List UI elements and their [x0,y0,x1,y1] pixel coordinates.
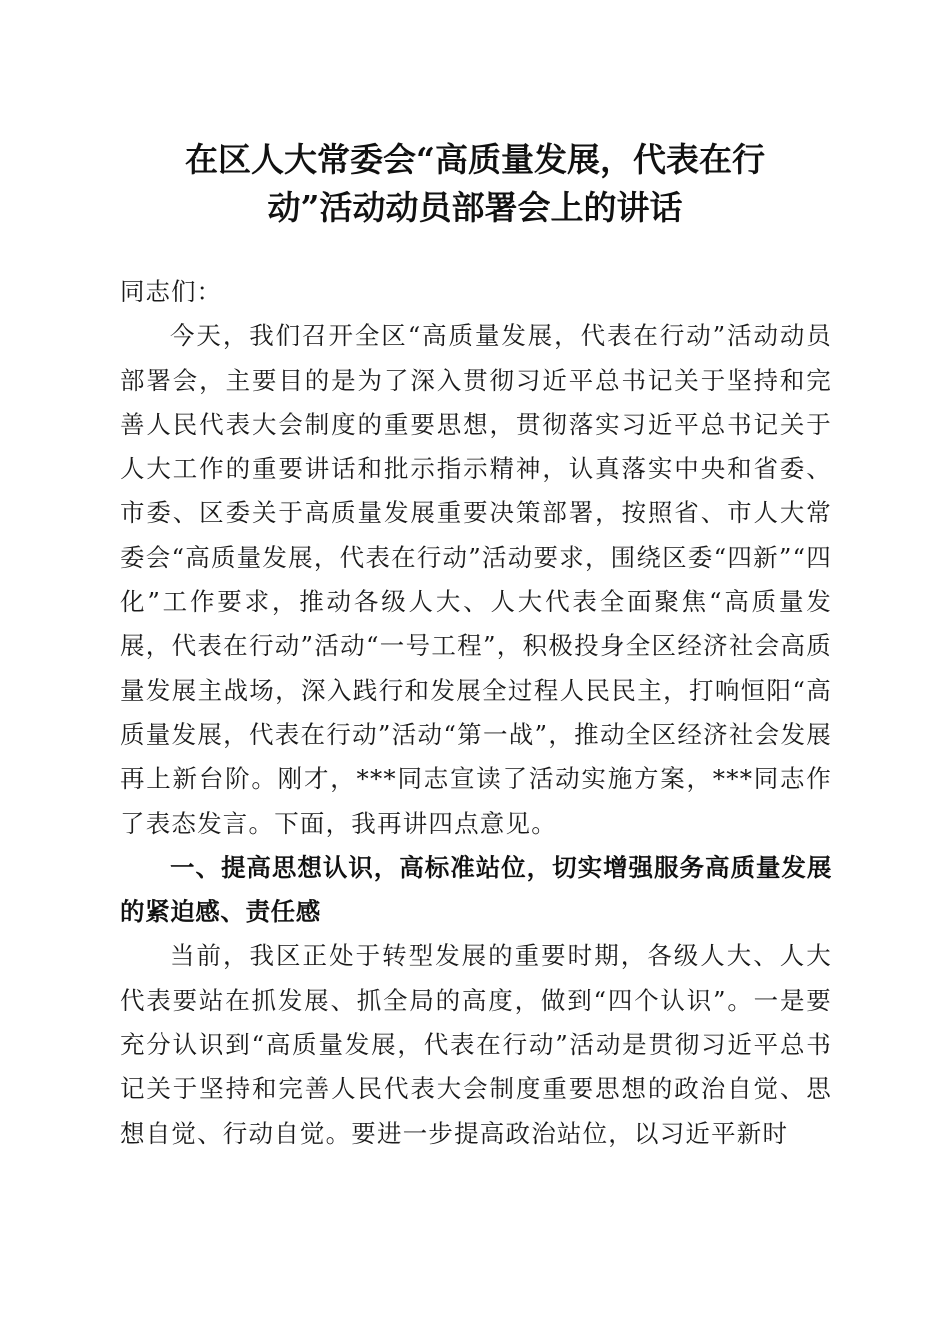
title-line-2: 动”活动动员部署会上的讲话 [267,188,683,227]
title-line-1: 在区人大常委会“高质量发展，代表在行 [185,140,765,179]
paragraph-1: 今天，我们召开全区“高质量发展，代表在行动”活动动员部署会，主要目的是为了深入贯彻习近平总书记关于坚持和完善人民代表大会制度的重要思想，贯彻落实习近平总书记关于人大工作的重要讲话和批示指示精神，认真落实中央和省委、市委、区委关于高质量发展重要决策部署，按照省、市人大常委会“高质量发展，代表在行动”活动要求，围绕区委“四新”“四化”工作要求，推动各级人大、人大代表全面聚焦“高质量发展，代表在行动”活动“一号工程”，积极投身全区经济社会高质量发展主战场，深入践行和发展全过程人民民主，打响恒阳“高质量发展，代表在行动”活动“第一战”，推动全区经济社会发展再上新台阶。刚才，***同志宣读了活动实施方案，***同志作了表态发言。下面，我再讲四点意见。 [120,321,832,838]
document-body [120,270,832,1156]
paragraph-2: 当前，我区正处于转型发展的重要时期，各级人大、人大代表要站在抓发展、抓全局的高度，做到“四个认识”。一是要充分认识到“高质量发展，代表在行动”活动是贯彻习近平总书记关于坚持和完善人民代表大会制度重要思想的政治自觉、思想自觉、行动自觉。要进一步提高政治站位，以习近平新时 [120,941,832,1148]
document-title [120,136,830,232]
greeting: 同志们： [120,277,222,306]
section-heading-1: 一、提高思想认识，高标准站位，切实增强服务高质量发展的紧迫感、责任感 [120,852,832,927]
